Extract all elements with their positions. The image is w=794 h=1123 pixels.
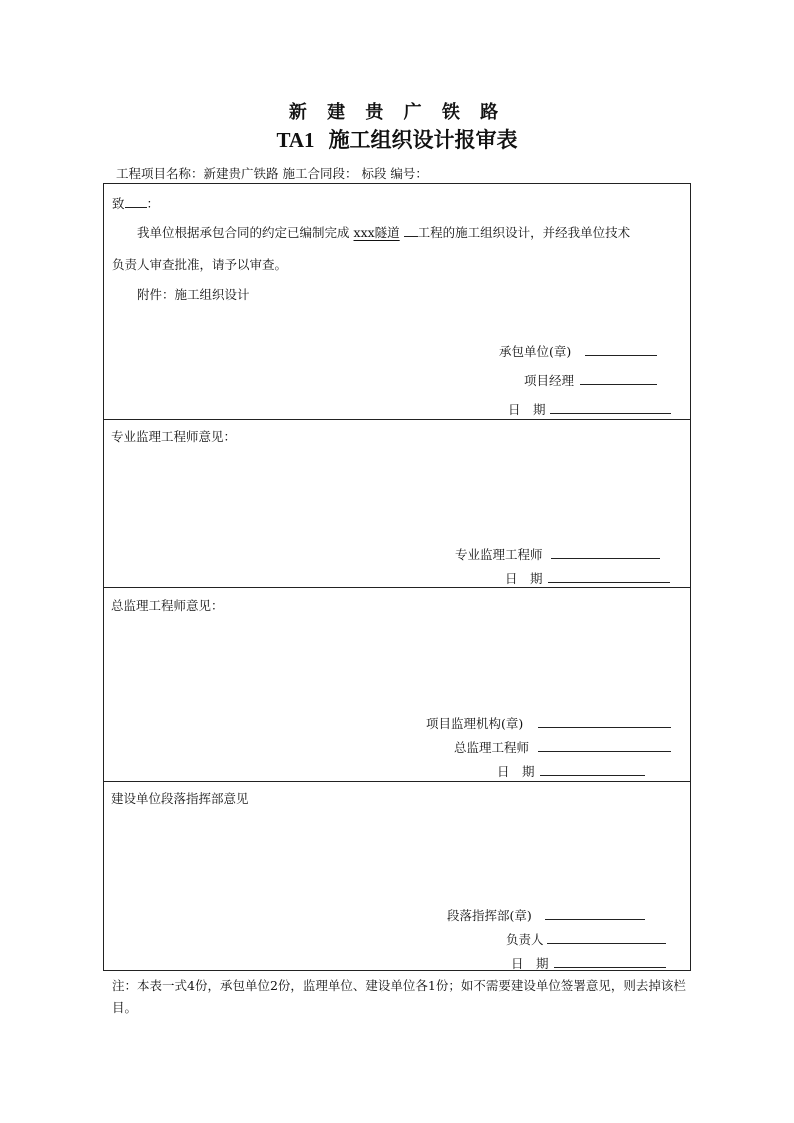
attachment-line: 附件：施工组织设计 [137, 287, 250, 302]
body-suffix: 工程的施工组织设计，并经我单位技术 [417, 225, 631, 240]
contractor-seal-field[interactable] [585, 355, 657, 356]
specialist-opinion-heading: 专业监理工程师意见： [111, 429, 237, 444]
project-meta-line: 工程项目名称：新建贵广铁路 施工合同段： 标段 编号： [116, 166, 428, 181]
hq-seal-field[interactable] [545, 919, 645, 920]
project-manager-field[interactable] [580, 384, 657, 385]
footnote: 注：本表一式4份，承包单位2份，监理单位、建设单位各1份；如不需要建设单位签署意见，则去掉该栏目。 [112, 978, 686, 1015]
project-name-field[interactable]: xxx隧道 [353, 225, 400, 240]
form-title [0, 124, 794, 154]
date-field[interactable] [548, 582, 670, 583]
date-label: 日 期 [505, 571, 543, 586]
addressee-label: 致 [112, 196, 125, 211]
section-divider [103, 781, 691, 782]
date-field[interactable] [540, 775, 645, 776]
responsible-person-field[interactable] [547, 943, 666, 944]
chief-engineer-field[interactable] [538, 751, 671, 752]
hq-seal-label: 段落指挥部(章) [447, 908, 532, 923]
section-divider [103, 419, 691, 420]
date-label: 日 期 [497, 764, 535, 779]
submission-body-line2: 负责人审查批准，请予以审查。 [112, 257, 288, 272]
form-code: TA1 [276, 128, 315, 152]
addressee-field[interactable] [125, 195, 147, 208]
hq-opinion-heading: 建设单位段落指挥部意见 [111, 791, 249, 806]
specialist-engineer-field[interactable] [551, 558, 660, 559]
section-divider [103, 587, 691, 588]
project-manager-label: 项目经理 [524, 373, 575, 388]
date-label: 日 期 [508, 402, 546, 417]
submission-body-line1 [137, 223, 630, 241]
date-field[interactable] [554, 967, 666, 968]
supervision-org-field[interactable] [538, 727, 671, 728]
date-label: 日 期 [511, 956, 549, 971]
addressee-line [112, 194, 159, 212]
specialist-engineer-label: 专业监理工程师 [455, 547, 543, 562]
chief-engineer-label: 总监理工程师 [454, 740, 530, 755]
chief-opinion-heading: 总监理工程师意见： [111, 598, 224, 613]
document-header: 新 建 贵 广 铁 路 [288, 102, 506, 123]
responsible-person-label: 负责人 [506, 932, 544, 947]
form-title-text: 施工组织设计报审表 [328, 127, 518, 152]
body-prefix: 我单位根据承包合同的约定已编制完成 [137, 225, 350, 240]
addressee-colon: ： [146, 196, 160, 211]
project-name-underline [404, 224, 418, 237]
supervision-org-label: 项目监理机构(章) [426, 716, 524, 731]
date-field[interactable] [550, 413, 671, 414]
contractor-seal-label: 承包单位(章) [499, 344, 572, 359]
